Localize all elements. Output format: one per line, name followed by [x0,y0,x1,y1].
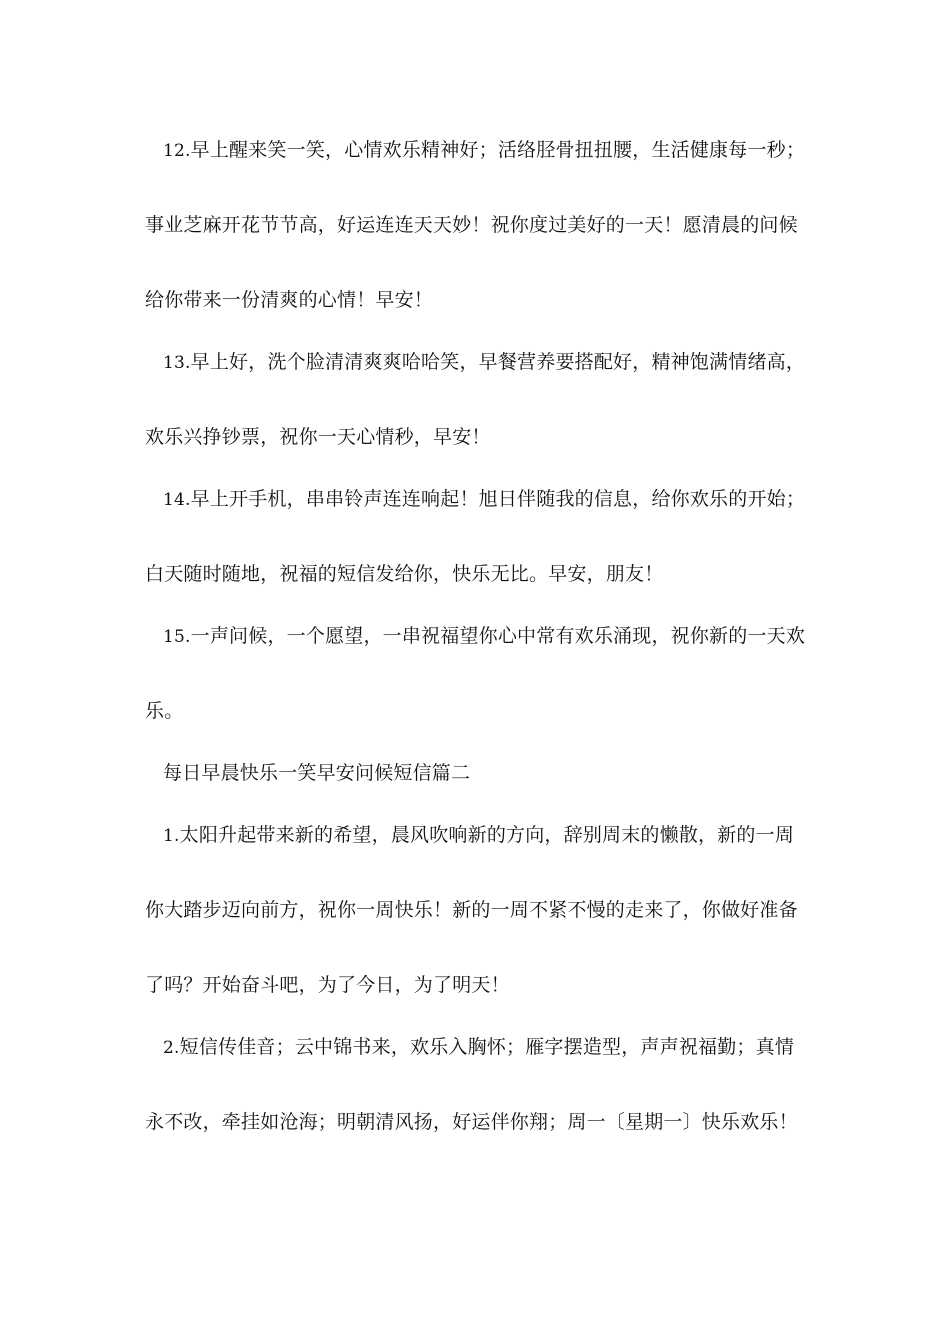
item-number: 13. [163,353,191,373]
paragraph-line: 你大踏步迈向前方，祝你一周快乐！新的一周不紧不慢的走来了，你做好准备 [145,899,798,921]
item-number: 14. [163,490,191,510]
item-number: 1. [163,826,180,846]
paragraph-line: 15.一声问候，一个愿望，一串祝福望你心中常有欢乐涌现，祝你新的一天欢 [163,625,806,647]
item-number: 12. [163,141,191,161]
item-number: 2. [163,1038,180,1058]
paragraph-line: 白天随时随地，祝福的短信发给你，快乐无比。早安，朋友！ [145,563,664,585]
paragraph-line: 永不改，牵挂如沧海；明朝清风扬，好运伴你翔；周一〔星期一〕快乐欢乐！ [145,1111,798,1133]
paragraph-line: 13.早上好，洗个脸清清爽爽哈哈笑，早餐营养要搭配好，精神饱满情绪高， [163,351,806,373]
item-number: 15. [163,627,191,647]
paragraph-line: 2.短信传佳音；云中锦书来，欢乐入胸怀；雁字摆造型，声声祝福勤；真情 [163,1036,795,1058]
paragraph-line: 欢乐兴挣钞票，祝你一天心情秒，早安！ [145,426,491,448]
paragraph-line: 12.早上醒来笑一笑，心情欢乐精神好；活络胫骨扭扭腰，生活健康每一秒； [163,139,806,161]
paragraph-line: 给你带来一份清爽的心情！早安！ [145,289,434,311]
section-heading: 每日早晨快乐一笑早安问候短信篇二 [163,762,471,784]
paragraph-line: 14.早上开手机，串串铃声连连响起！旭日伴随我的信息，给你欢乐的开始； [163,488,806,510]
paragraph-line: 乐。 [145,700,184,722]
paragraph-line: 事业芝麻开花节节高，好运连连天天妙！祝你度过美好的一天！愿清晨的问候 [145,214,798,236]
paragraph-line: 1.太阳升起带来新的希望，晨风吹响新的方向，辞别周末的懒散，新的一周 [163,824,795,846]
paragraph-line: 了吗？开始奋斗吧，为了今日，为了明天！ [145,974,510,996]
